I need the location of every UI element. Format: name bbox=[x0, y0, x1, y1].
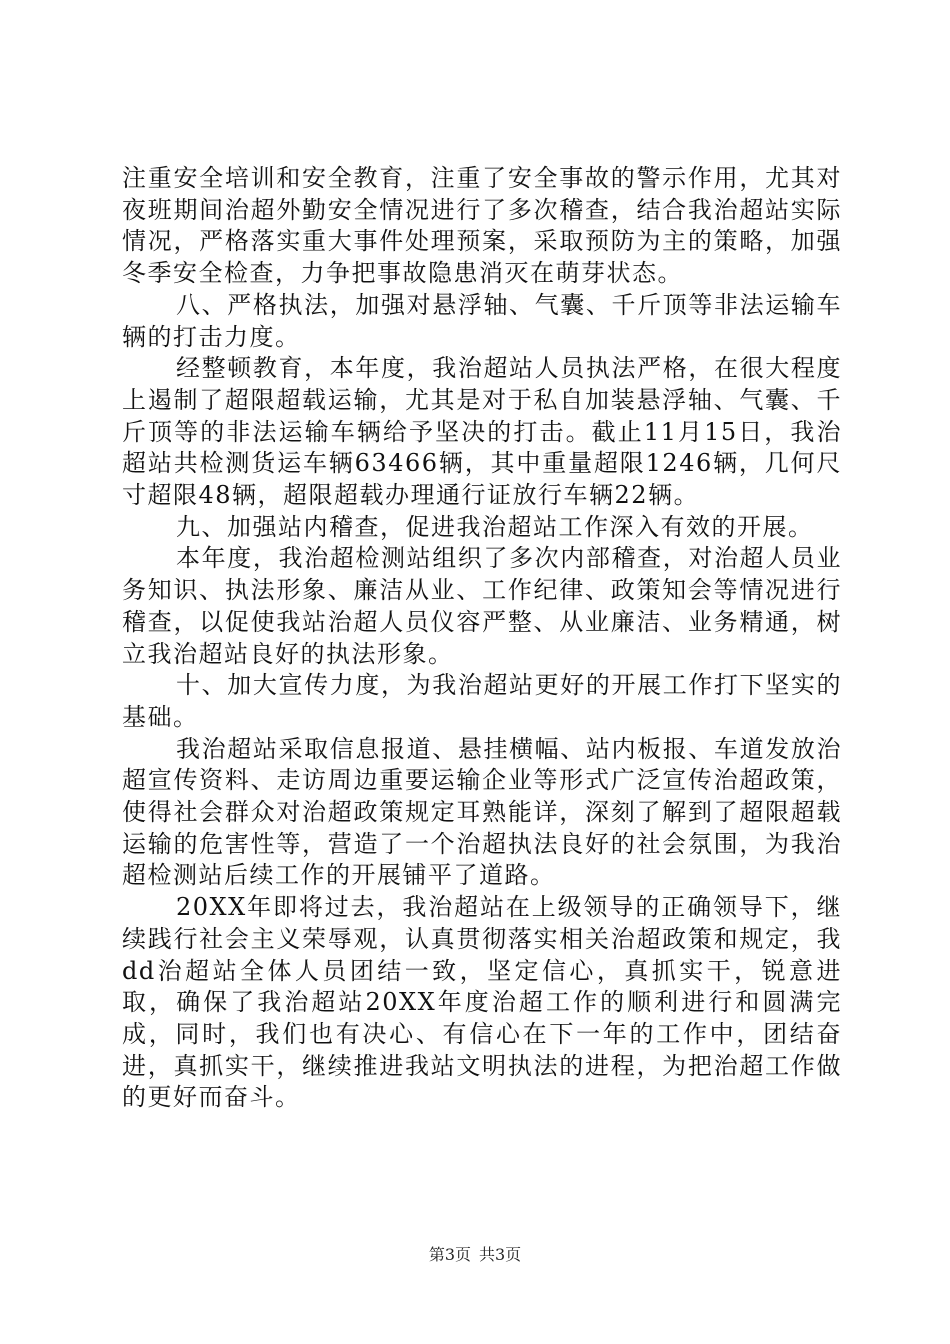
section-heading-9: 九、加强站内稽查，促进我治超站工作深入有效的开展。 bbox=[176, 512, 814, 541]
paragraph-enforcement: 经整顿教育，本年度，我治超站人员执法严格，在很大程度上遏制了超限超载运输，尤其是对于私自加装悬浮轴、气囊、千斤顶等的非法运输车辆给予坚决的打击。截止11月15日，我治超站共检测货运车辆63466辆，其中重量超限1246辆，几何尺寸超限48辆，超限超载办理通行证放行车辆22辆。 bbox=[122, 354, 842, 510]
document-body bbox=[122, 163, 842, 1114]
section-heading-8: 八、严格执法，加强对悬浮轴、气囊、千斤顶等非法运输车辆的打击力度。 bbox=[122, 290, 842, 351]
section-heading-10: 十、加大宣传力度，为我治超站更好的开展工作打下坚实的基础。 bbox=[122, 671, 842, 731]
page-total: 共3页 bbox=[479, 1245, 522, 1264]
paragraph-conclusion: 20XX年即将过去，我治超站在上级领导的正确领导下，继续践行社会主义荣辱观，认真贯彻落实相关治超政策和规定，我dd治超站全体人员团结一致，坚定信心，真抓实干，锐意进取，确保了我治超站20XX年度治超工作的顺利进行和圆满完成，同时，我们也有决心、有信心在下一年的工作中，团结奋进，真抓实干，继续推进我站文明执法的进程，为把治超工作做的更好而奋斗。 bbox=[122, 893, 842, 1112]
paragraph-safety-continued: 注重安全培训和安全教育，注重了安全事故的警示作用，尤其对夜班期间治超外勤安全情况进行了多次稽查，结合我治超站实际情况，严格落实重大事件处理预案，采取预防为主的策略，加强冬季安全检查，力争把事故隐患消灭在萌芽状态。 bbox=[122, 164, 842, 288]
paragraph-publicity: 我治超站采取信息报道、悬挂横幅、站内板报、车道发放治超宣传资料、走访周边重要运输企业等形式广泛宣传治超政策，使得社会群众对治超政策规定耳熟能详，深刻了解到了超限超载运输的危害性等，营造了一个治超执法良好的社会氛围，为我治超检测站后续工作的开展铺平了道路。 bbox=[122, 734, 842, 890]
paragraph-inspection: 本年度，我治超检测站组织了多次内部稽查，对治超人员业务知识、执法形象、廉洁从业、工作纪律、政策知会等情况进行稽查，以促使我站治超人员仪容严整、从业廉洁、业务精通，树立我治超站良好的执法形象。 bbox=[122, 544, 842, 668]
page-number: 第3页 bbox=[428, 1245, 471, 1264]
page-footer bbox=[0, 1242, 950, 1265]
